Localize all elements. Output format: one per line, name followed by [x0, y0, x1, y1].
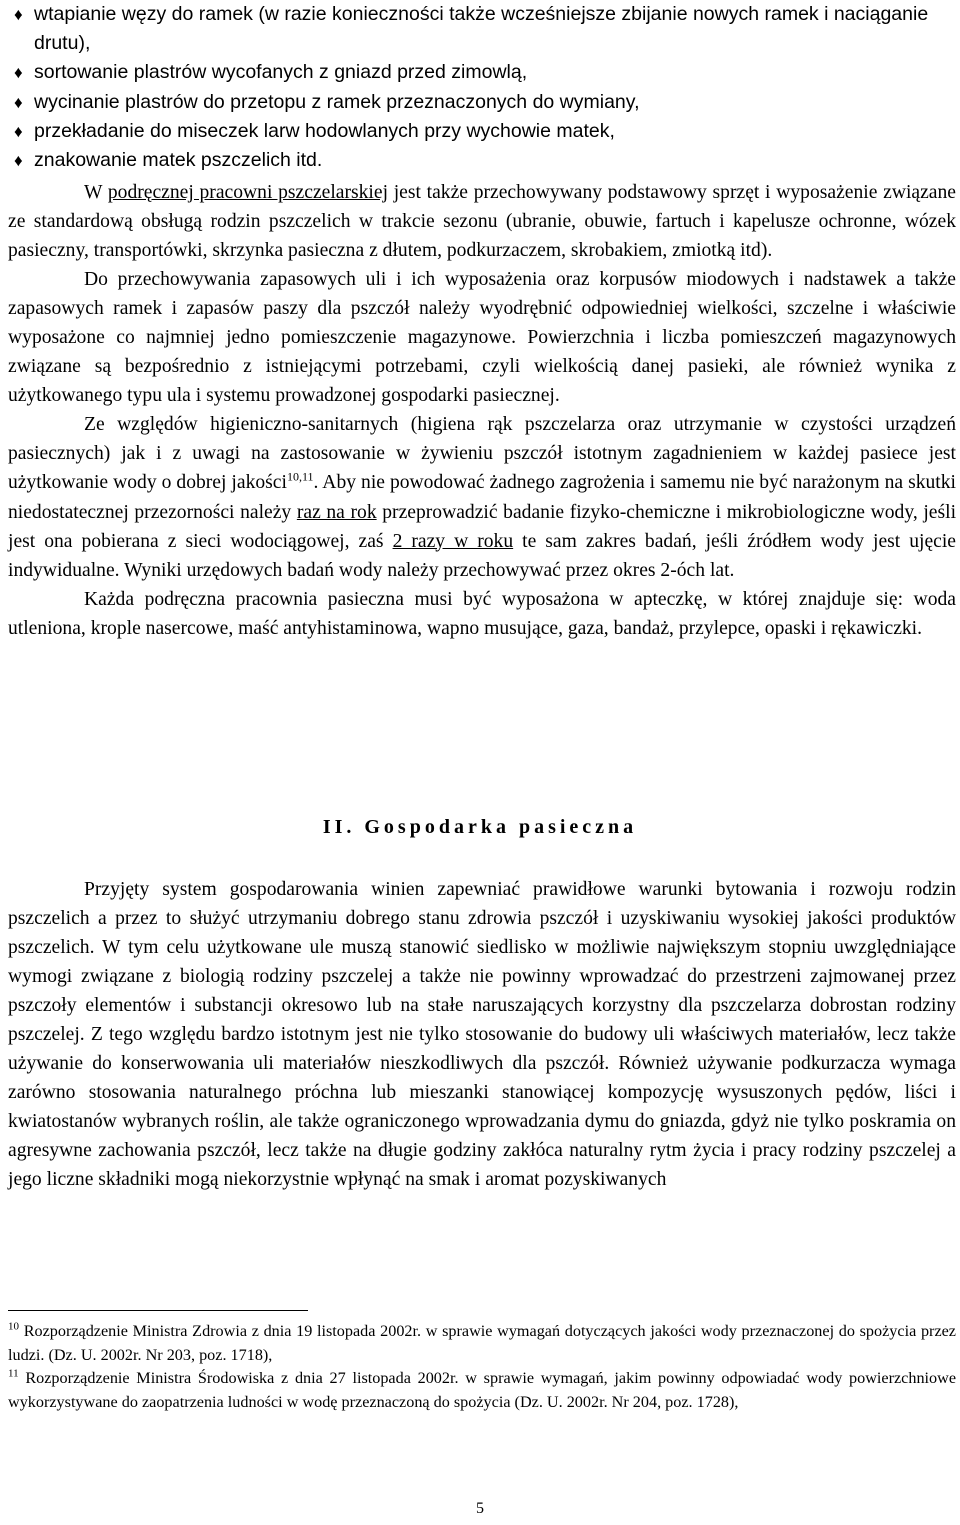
footnote-number: 10	[8, 1320, 19, 1333]
body-text-lower	[8, 875, 956, 1195]
page-number: 5	[476, 1500, 484, 1517]
bullet-list	[14, 0, 956, 175]
footnote-11	[8, 1367, 956, 1414]
paragraph-management-system: Przyjęty system gospodarowania winien zapewniać prawidłowe warunki bytowania i rozwoju rodzin pszczelich a przez to służyć utrzymaniu dobrego stanu zdrowia pszczół i uzyskiwaniu wysokiej jakości produktów pszczelich. W tym celu użytkowane ule muszą stanowić siedlisko w możliwie największym stopniu uwzględniające wymogi związane z biologią rodziny pszczelej a także nie powinny wprowadzać do przestrzeni zajmowanej przez pszczoły elementów i substancji okresowo lub na stałe naruszających korzystny dla pszczelarza dobrostan rodziny pszczelej. Z tego względu bardzo istotnym jest nie tylko stosowanie do budowy uli właściwych materiałów, lecz także używanie do konserwowania uli materiałów nieszkodliwych dla pszczół. Również używanie podkurzacza wymaga zarówno stosowania naturalnego próchna lub mieszanki stanowiącej kompozycję wysuszonych pędów, liści i kwiatostanów wybranych roślin, ale także ograniczonego wprowadzania dymu do gniazda, gdyż nie tylko poskramia on agresywne zachowania pszczół, lecz także na długie godziny zakłóca naturalny rytm życia i pracy rodziny pszczelej a jego liczne składniki mogą niekorzystnie wpłynąć na smak i aromat pozyskiwanych	[8, 879, 956, 1191]
paragraph-water-quality: Ze względów higieniczno-sanitarnych (higiena rąk pszczelarza oraz utrzymanie w czystości urządzeń pasiecznych) jak i z uwagi na zastosowanie w żywieniu pszczół istotnym zagadnieniem w każdej pasiece jest użytkowanie wody o dobrej jakości$^{10,11}$. Aby nie powodować żadnego zagrożenia i samemu nie być narażonym na skutki niedostatecznej przezorności należy raz na rok przeprowadzić badanie fizyko-chemiczne i mikrobiologiczne wody, jeśli jest ona pobierana z sieci wodociągowej, zaś 2 razy w roku te sam zakres badań, jeśli źródłem wody jest ujęcie indywidualne. Wyniki urzędowych badań wody należy przechowywać przez okres 2-óch lat.	[8, 414, 957, 581]
underlined-phrase: podręcznej pracowni pszczelarskiej	[107, 182, 389, 203]
paragraph-workshop-equipment: W podręcznej pracowni pszczelarskiej jest także przechowywany podstawowy sprzęt i wyposażenie związane ze standardową obsługą rodzin pszczelich w trakcie sezonu (ubranie, obuwie, fartuch i kapelusze ochronne, wózek pasieczny, transportówki, skrzynka pasieczna z dłutem, podkurzaczem, skrobakiem, zmiotką itd).	[8, 182, 956, 262]
footnote-10	[8, 1320, 956, 1367]
list-item	[14, 146, 956, 175]
underlined-phrase: raz na rok	[296, 501, 377, 523]
list-item	[14, 117, 956, 146]
section-title: II. Gospodarka pasieczna	[322, 816, 638, 838]
list-item	[14, 0, 956, 58]
footnote-divider	[8, 1310, 308, 1311]
footnotes	[8, 1320, 956, 1414]
bullet-text: znakowanie matek pszczelich itd.	[34, 149, 323, 172]
footnote-text: Rozporządzenie Ministra Środowiska z dnia 27 listopada 2002r. w sprawie wymagań, jakim powinny odpowiadać wody powierzchniowe wykorzystywane do zaopatrzenia ludności w wodę przeznaczoną do spożycia (Dz. U. 2002r. Nr 204, poz. 1728),	[8, 1369, 956, 1411]
bullet-text: wtapianie węzy do ramek (w razie konieczności także wcześniejsze zbijanie nowych ramek i naciąganie drutu),	[34, 3, 929, 55]
bullet-text: wycinanie plastrów do przetopu z ramek przeznaczonych do wymiany,	[34, 90, 640, 113]
footnote-number: 11	[8, 1367, 19, 1380]
bullet-text: sortowanie plastrów wycofanych z gniazd przed zimowlą,	[34, 61, 528, 84]
body-text-upper	[8, 178, 956, 643]
list-item	[14, 58, 956, 87]
footnote-text: Rozporządzenie Ministra Zdrowia z dnia 19 listopada 2002r. w sprawie wymagań dotyczących jakości wody przeznaczonej do spożycia przez ludzi. (Dz. U. 2002r. Nr 203, poz. 1718),	[8, 1322, 956, 1364]
underlined-phrase: 2 razy w roku	[392, 530, 514, 552]
bullet-text: przekładanie do miseczek larw hodowlanych przy wychowie matek,	[34, 119, 615, 142]
paragraph-storage: Do przechowywania zapasowych uli i ich wyposażenia oraz korpusów miodowych i nadstawek a także zapasowych ramek i zapasów paszy dla pszczół należy wyodrębnić odpowiedniej wielkości, szczelne i właściwie wyposażone co najmniej jedno pomieszczenie magazynowe. Powierzchnia i liczba pomieszczeń magazynowych związane są bezpośrednio z istniejącymi potrzebami, czyli wielkością danej pasieki, ale również wynika z użytkowanego typu ula i systemu prowadzonej gospodarki pasiecznej.	[8, 269, 956, 407]
footnote-reference: 10,11	[286, 469, 314, 484]
paragraph-first-aid-kit: Każda podręczna pracownia pasieczna musi być wyposażona w apteczkę, w której znajduje się: woda utleniona, krople nasercowe, maść antyhistaminowa, wapno musujące, gaza, bandaż, przylepce, opaski i rękawiczki.	[8, 588, 956, 639]
list-item	[14, 88, 956, 117]
